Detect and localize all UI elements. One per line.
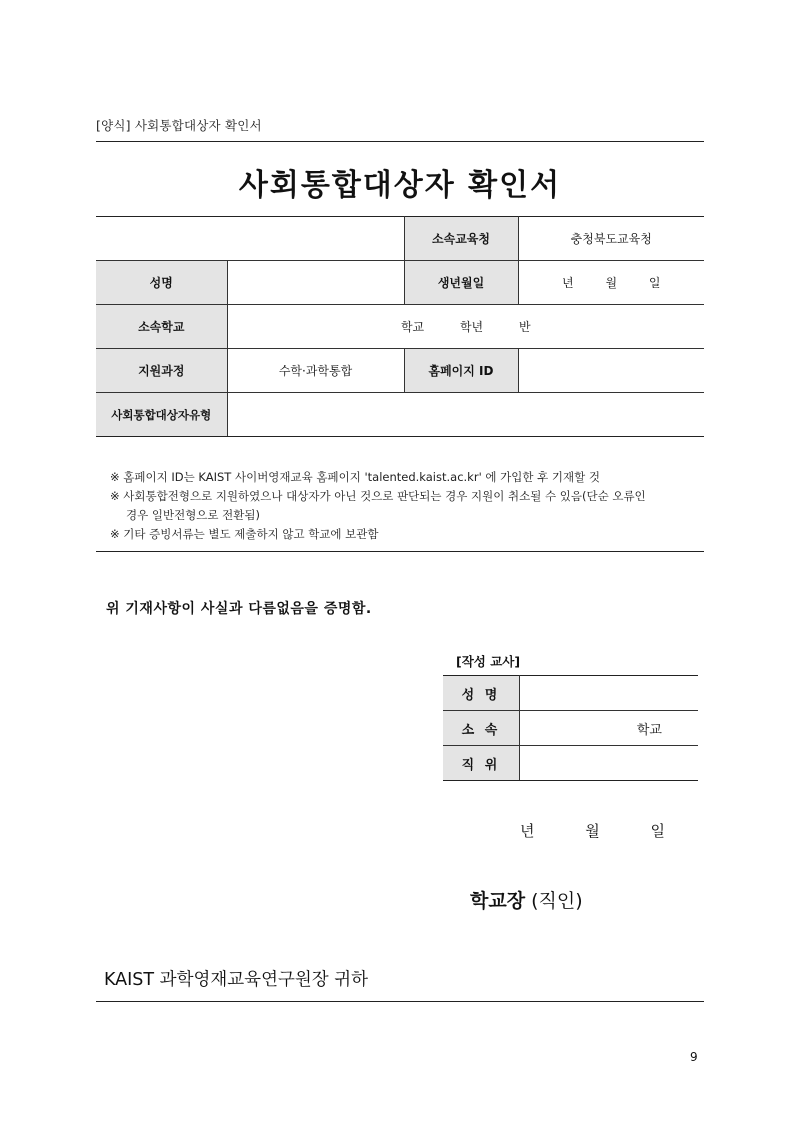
principal-title: 학교장 (470, 890, 526, 912)
name-label: 성명 (96, 261, 227, 305)
teacher-school-label: 소 속 (443, 711, 520, 746)
teacher-position-label: 직 위 (443, 746, 520, 781)
table-row (443, 711, 698, 746)
notes-section (110, 468, 704, 544)
bottom-divider (96, 1001, 704, 1002)
grade-unit: 학년 (459, 320, 484, 334)
note-1: ※ 홈페이지 ID는 KAIST 사이버영재교육 홈페이지 'talented.kaist.ac.kr' 에 가입한 후 기재할 것 (110, 470, 600, 484)
top-divider (96, 141, 704, 142)
school-unit: 학교 (400, 320, 425, 334)
form-label: [양식] 사회통합대상자 확인서 (96, 118, 262, 133)
teacher-name-field[interactable] (520, 676, 699, 711)
teacher-info-table (443, 675, 698, 781)
education-office-value: 충청북도교육청 (518, 217, 704, 261)
recipient-line: KAIST 과학영재교육연구원장 귀하 (104, 970, 369, 990)
applicant-info-table (96, 216, 704, 437)
table-row (96, 349, 704, 393)
table-row (96, 305, 704, 349)
birth-date-field[interactable] (518, 261, 704, 305)
table-row (443, 746, 698, 781)
birth-date-label: 생년월일 (404, 261, 518, 305)
integration-type-label: 사회통합대상자유형 (96, 393, 227, 437)
certification-statement: 위 기재사항이 사실과 다름없음을 증명함. (106, 601, 372, 617)
table-row (443, 676, 698, 711)
note-3: ※ 기타 증빙서류는 별도 제출하지 않고 학교에 보관함 (110, 527, 379, 541)
birth-day-unit: 일 (648, 276, 661, 290)
birth-year-unit: 년 (562, 276, 574, 290)
teacher-name-label: 성 명 (443, 676, 520, 711)
name-field[interactable] (227, 261, 404, 305)
official-seal-text: (직인) (531, 890, 583, 912)
table-row (96, 217, 704, 261)
integration-type-field[interactable] (227, 393, 704, 437)
note-2-continued: 경우 일반전형으로 전환됨) (126, 508, 260, 522)
school-label: 소속학교 (96, 305, 227, 349)
note-2: ※ 사회통합전형으로 지원하였으나 대상자가 아닌 것으로 판단되는 경우 지원이 취소될 수 있음(단순 오류인 (110, 489, 646, 503)
signature-date (520, 820, 665, 841)
page-number: 9 (690, 1050, 698, 1064)
teacher-section-heading: [작성 교사] (456, 654, 521, 669)
notes-divider (96, 551, 704, 552)
teacher-position-field[interactable] (520, 746, 699, 781)
date-day-unit: 일 (650, 822, 665, 840)
homepage-id-label: 홈페이지 ID (404, 349, 518, 393)
class-unit: 반 (518, 320, 531, 334)
school-field[interactable] (227, 305, 704, 349)
empty-cell (96, 217, 404, 261)
education-office-label: 소속교육청 (404, 217, 518, 261)
table-row (96, 393, 704, 437)
course-label: 지원과정 (96, 349, 227, 393)
table-row (96, 261, 704, 305)
homepage-id-field[interactable] (518, 349, 704, 393)
document-title: 사회통합대상자 확인서 (238, 168, 562, 203)
date-month-unit: 월 (585, 822, 600, 840)
course-value: 수학·과학통합 (227, 349, 404, 393)
birth-month-unit: 월 (605, 276, 618, 290)
date-year-unit: 년 (520, 822, 535, 840)
teacher-school-field[interactable]: 학교 (520, 711, 699, 746)
principal-signature (470, 886, 583, 913)
